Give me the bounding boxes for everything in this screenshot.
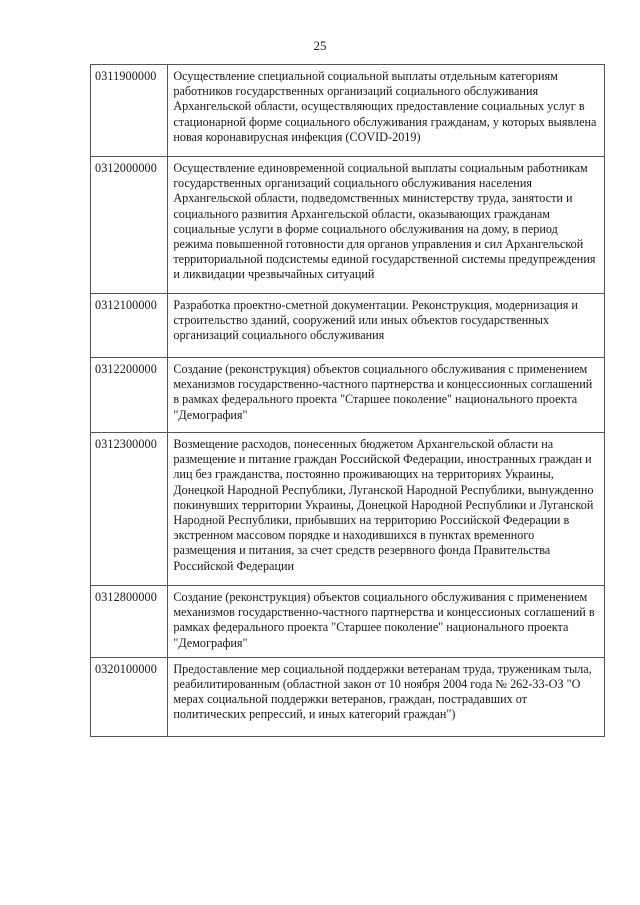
row-description: Возмещение расходов, понесенных бюджетом Архангельской области на размещение и питание граждан Российской Федерации, иностранных граждан и лиц без гражданства, постоянно проживающих на территориях Украины, Донецкой Народной Республики, Луганской Народной Республики, вынужденно покинувших территории Украины, Донецкой Народной Республики и Луганской Народной Республики, прибывших на территорию Российской Федерации в экстренном массовом порядке и находившихся в пунктах временного размещения и питания, за счет средств резервного фонда Правительства Российской Федерации xyxy=(168,433,605,586)
row-description: Создание (реконструкция) объектов социального обслуживания с применением механизмов государственно-частного партнерства и концессионных соглашений в рамках федерального проекта "Старшее поколение" национального проекта "Демография" xyxy=(168,358,605,433)
table-row xyxy=(91,157,605,294)
row-code: 0312800000 xyxy=(91,586,168,658)
row-code: 0312300000 xyxy=(91,433,168,586)
table-row xyxy=(91,657,605,736)
table-row xyxy=(91,586,605,658)
table-row xyxy=(91,433,605,586)
row-description: Разработка проектно-сметной документации. Реконструкция, модернизация и строительство зданий, сооружений или иных объектов государственных организаций социального обслуживания xyxy=(168,294,605,358)
table-row xyxy=(91,358,605,433)
row-description: Осуществление единовременной социальной выплаты социальным работникам государственных организаций социального обслуживания населения Архангельской области, подведомственных министерству труда, занятости и социального развития Архангельской области, оказывающих гражданам социальные услуги в форме социального обслуживания на дому, в период режима повышенной готовности для органов управления и сил Архангельской территориальной подсистемы единой государственной системы предупреждения и ликвидации чрезвычайных ситуаций xyxy=(168,157,605,294)
row-code: 0312100000 xyxy=(91,294,168,358)
row-code: 0311900000 xyxy=(91,65,168,157)
classification-table xyxy=(90,64,605,737)
row-code: 0312200000 xyxy=(91,358,168,433)
row-description: Создание (реконструкция) объектов социального обслуживания с применением механизмов государственно-частного партнерства и концессионых соглашений в рамках федерального проекта "Старшее поколение" национального проекта "Демография" xyxy=(168,586,605,658)
page-number: 25 xyxy=(313,38,327,53)
row-code: 0320100000 xyxy=(91,657,168,736)
row-description: Осуществление специальной социальной выплаты отдельным категориям работников государственных организаций социального обслуживания Архангельской области, осуществляющих предоставление социальных услуг в стационарной форме социального обслуживания гражданам, у которых выявлена новая коронавирусная инфекция (COVID-2019) xyxy=(168,65,605,157)
row-code: 0312000000 xyxy=(91,157,168,294)
table-row xyxy=(91,294,605,358)
table-row xyxy=(91,65,605,157)
row-description: Предоставление мер социальной поддержки ветеранам труда, труженикам тыла, реабилитированным (областной закон от 10 ноября 2004 года № 262-33-ОЗ "О мерах социальной поддержки ветеранов, граждан, пострадавших от политических репрессий, и иных категорий граждан") xyxy=(168,657,605,736)
